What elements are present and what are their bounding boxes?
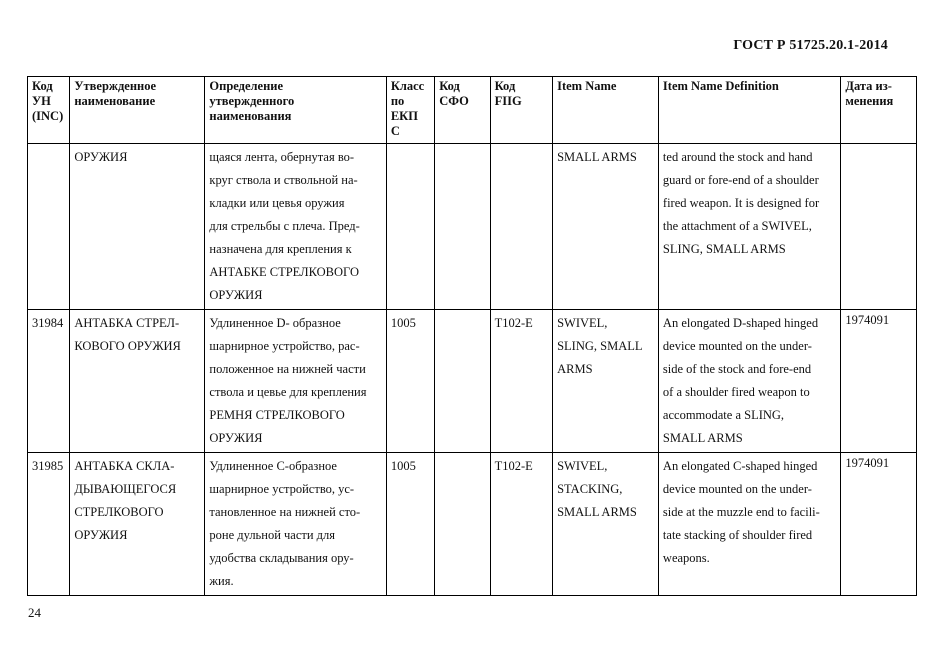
cell-item-name-definition: An elongated C-shaped hinged device mounted on the under- side at the muzzle end to facili- tate stacking of shoulder fired weapons.	[658, 453, 840, 596]
col-header-change-date: Дата из- менения	[841, 77, 917, 144]
table-row	[28, 453, 917, 596]
cell-inc: 31984	[28, 310, 70, 453]
cell-approved-name: АНТАБКА СКЛА- ДЫВАЮЩЕГОСЯ СТРЕЛКОВОГО ОРУЖИЯ	[70, 453, 205, 596]
cell-fiig: T102-E	[490, 310, 552, 453]
cell-sfo	[435, 144, 490, 310]
cell-item-name-definition: ted around the stock and hand guard or fore-end of a shoulder fired weapon. It is designed for the attachment of a SWIVEL, SLING, SMALL ARMS	[658, 144, 840, 310]
table-header-row	[28, 77, 917, 144]
cell-approved-name: АНТАБКА СТРЕЛ- КОВОГО ОРУЖИЯ	[70, 310, 205, 453]
col-header-class: Класс по ЕКП С	[386, 77, 434, 144]
cell-sfo	[435, 310, 490, 453]
col-header-sfo: Код СФО	[435, 77, 490, 144]
cell-item-name-definition: An elongated D-shaped hinged device mounted on the under- side of the stock and fore-end of a shoulder fired weapon to accommodate a SLING, SMALL ARMS	[658, 310, 840, 453]
cell-inc: 31985	[28, 453, 70, 596]
cell-change-date: 1974091	[841, 453, 917, 596]
cell-definition: щаяся лента, обернутая во- круг ствола и ствольной на- кладки или цевья оружия для стрельбы с плеча. Пред- назначена для крепления к АНТАБКЕ СТРЕЛКОВОГО ОРУЖИЯ	[205, 144, 386, 310]
cell-item-name: SWIVEL, STACKING, SMALL ARMS	[553, 453, 659, 596]
catalog-table	[27, 76, 917, 596]
cell-fiig: T102-E	[490, 453, 552, 596]
table-row	[28, 144, 917, 310]
col-header-approved-name: Утвержденное наименование	[70, 77, 205, 144]
cell-approved-name: ОРУЖИЯ	[70, 144, 205, 310]
cell-item-name: SWIVEL, SLING, SMALL ARMS	[553, 310, 659, 453]
cell-inc	[28, 144, 70, 310]
page-number: 24	[28, 605, 41, 620]
cell-sfo	[435, 453, 490, 596]
cell-change-date: 1974091	[841, 310, 917, 453]
col-header-inc: Код УН (INC)	[28, 77, 70, 144]
col-header-item-name-definition: Item Name Definition	[658, 77, 840, 144]
table-row	[28, 310, 917, 453]
cell-class: 1005	[386, 453, 434, 596]
col-header-item-name: Item Name	[553, 77, 659, 144]
document-standard-header: ГОСТ Р 51725.20.1-2014	[733, 38, 888, 53]
cell-class: 1005	[386, 310, 434, 453]
cell-fiig	[490, 144, 552, 310]
col-header-definition: Определение утвержденного наименования	[205, 77, 386, 144]
cell-definition: Удлиненное С-образное шарнирное устройство, ус- тановленное на нижней сто- роне дульной части для удобства складывания ору- жия.	[205, 453, 386, 596]
cell-change-date	[841, 144, 917, 310]
cell-definition: Удлиненное D- образное шарнирное устройство, рас- положенное на нижней части ствола и цевье для крепления РЕМНЯ СТРЕЛКОВОГО ОРУЖИЯ	[205, 310, 386, 453]
col-header-fiig: Код FIIG	[490, 77, 552, 144]
cell-class	[386, 144, 434, 310]
cell-item-name: SMALL ARMS	[553, 144, 659, 310]
